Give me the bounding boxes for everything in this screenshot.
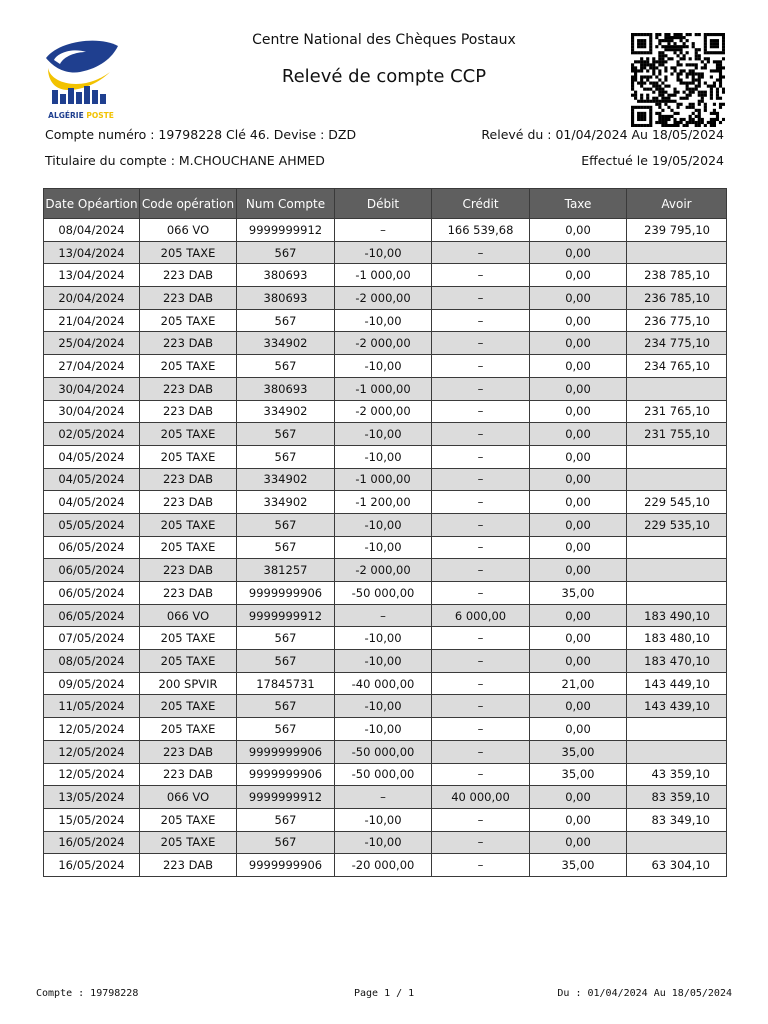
table-cell: 21/04/2024: [44, 309, 140, 332]
table-cell: 567: [237, 536, 335, 559]
table-cell: 0,00: [530, 831, 627, 854]
table-cell: 223 DAB: [140, 763, 237, 786]
table-cell: 567: [237, 355, 335, 378]
table-cell: 04/05/2024: [44, 445, 140, 468]
table-cell: 380693: [237, 264, 335, 287]
statement-period-line: Relevé du : 01/04/2024 Au 18/05/2024: [481, 127, 724, 142]
table-row: [44, 241, 727, 264]
table-cell: 0,00: [530, 309, 627, 332]
table-cell: 0,00: [530, 241, 627, 264]
table-row: [44, 355, 727, 378]
footer-period: Du : 01/04/2024 Au 18/05/2024: [557, 988, 732, 999]
table-cell: -40 000,00: [335, 672, 432, 695]
logo-text-1: ALGÉRIE: [48, 111, 87, 120]
table-cell: 9999999906: [237, 582, 335, 605]
table-cell: -50 000,00: [335, 740, 432, 763]
table-cell: –: [432, 377, 530, 400]
table-cell: –: [432, 468, 530, 491]
table-cell: [627, 559, 727, 582]
table-cell: 0,00: [530, 219, 627, 242]
table-cell: 0,00: [530, 287, 627, 310]
table-cell: 239 795,10: [627, 219, 727, 242]
table-cell: 567: [237, 309, 335, 332]
table-cell: 567: [237, 831, 335, 854]
table-cell: [627, 377, 727, 400]
table-cell: 9999999912: [237, 604, 335, 627]
account-number-line: Compte numéro : 19798228 Clé 46. Devise : DZD: [45, 127, 357, 142]
table-cell: 35,00: [530, 854, 627, 877]
footer-page: Page 1 / 1: [354, 988, 415, 999]
table-cell: 143 449,10: [627, 672, 727, 695]
table-cell: -50 000,00: [335, 763, 432, 786]
table-cell: 567: [237, 513, 335, 536]
table-cell: -10,00: [335, 536, 432, 559]
table-row: [44, 831, 727, 854]
table-cell: 567: [237, 423, 335, 446]
table-row: [44, 332, 727, 355]
table-cell: –: [432, 513, 530, 536]
table-cell: -1 000,00: [335, 264, 432, 287]
table-cell: -20 000,00: [335, 854, 432, 877]
table-cell: 567: [237, 695, 335, 718]
table-cell: –: [432, 287, 530, 310]
table-cell: -10,00: [335, 513, 432, 536]
table-row: [44, 650, 727, 673]
table-cell: 166 539,68: [432, 219, 530, 242]
table-cell: 07/05/2024: [44, 627, 140, 650]
table-cell: -10,00: [335, 695, 432, 718]
table-cell: 0,00: [530, 423, 627, 446]
table-cell: 229 545,10: [627, 491, 727, 514]
table-cell: 0,00: [530, 264, 627, 287]
table-cell: -2 000,00: [335, 559, 432, 582]
table-cell: 06/05/2024: [44, 559, 140, 582]
table-row: [44, 582, 727, 605]
table-cell: 183 470,10: [627, 650, 727, 673]
table-cell: -10,00: [335, 241, 432, 264]
table-cell: [627, 468, 727, 491]
table-cell: 0,00: [530, 808, 627, 831]
table-cell: -50 000,00: [335, 582, 432, 605]
table-row: [44, 219, 727, 242]
table-cell: 183 480,10: [627, 627, 727, 650]
table-cell: 0,00: [530, 786, 627, 809]
table-cell: 238 785,10: [627, 264, 727, 287]
table-cell: [627, 740, 727, 763]
table-cell: [627, 718, 727, 741]
table-cell: 15/05/2024: [44, 808, 140, 831]
table-cell: 13/05/2024: [44, 786, 140, 809]
table-cell: 6 000,00: [432, 604, 530, 627]
column-header: Avoir: [627, 189, 727, 219]
table-cell: 12/05/2024: [44, 740, 140, 763]
table-cell: [627, 445, 727, 468]
table-cell: –: [432, 332, 530, 355]
table-cell: 223 DAB: [140, 400, 237, 423]
qr-code: [631, 33, 725, 127]
table-cell: 0,00: [530, 468, 627, 491]
table-cell: –: [432, 309, 530, 332]
table-cell: 12/05/2024: [44, 718, 140, 741]
table-cell: 205 TAXE: [140, 718, 237, 741]
table-cell: 13/04/2024: [44, 264, 140, 287]
table-cell: -10,00: [335, 650, 432, 673]
table-cell: -2 000,00: [335, 287, 432, 310]
table-cell: 205 TAXE: [140, 695, 237, 718]
table-cell: 205 TAXE: [140, 808, 237, 831]
table-cell: 35,00: [530, 740, 627, 763]
table-cell: 12/05/2024: [44, 763, 140, 786]
table-cell: 43 359,10: [627, 763, 727, 786]
column-header: Num Compte: [237, 189, 335, 219]
table-cell: 04/05/2024: [44, 468, 140, 491]
table-cell: 205 TAXE: [140, 355, 237, 378]
table-cell: –: [432, 445, 530, 468]
table-cell: 567: [237, 627, 335, 650]
transactions-table: [43, 188, 727, 877]
table-cell: –: [432, 423, 530, 446]
table-cell: -10,00: [335, 808, 432, 831]
table-cell: 205 TAXE: [140, 831, 237, 854]
table-cell: 83 349,10: [627, 808, 727, 831]
table-cell: [627, 536, 727, 559]
table-cell: –: [335, 604, 432, 627]
document-subtitle: Relevé de compte CCP: [281, 66, 487, 87]
table-cell: –: [432, 241, 530, 264]
table-cell: 205 TAXE: [140, 627, 237, 650]
table-cell: 09/05/2024: [44, 672, 140, 695]
table-cell: 0,00: [530, 377, 627, 400]
table-cell: 567: [237, 650, 335, 673]
table-row: [44, 559, 727, 582]
table-cell: 234 775,10: [627, 332, 727, 355]
table-cell: 223 DAB: [140, 287, 237, 310]
table-cell: 223 DAB: [140, 332, 237, 355]
column-header: Débit: [335, 189, 432, 219]
table-cell: 066 VO: [140, 786, 237, 809]
table-cell: 205 TAXE: [140, 650, 237, 673]
table-row: [44, 264, 727, 287]
table-cell: 229 535,10: [627, 513, 727, 536]
table-cell: 334902: [237, 468, 335, 491]
column-header: Taxe: [530, 189, 627, 219]
table-cell: -10,00: [335, 355, 432, 378]
table-cell: 205 TAXE: [140, 309, 237, 332]
table-row: [44, 786, 727, 809]
table-cell: –: [432, 650, 530, 673]
table-cell: 234 765,10: [627, 355, 727, 378]
table-cell: 0,00: [530, 559, 627, 582]
table-cell: -2 000,00: [335, 332, 432, 355]
table-cell: 223 DAB: [140, 264, 237, 287]
table-cell: 06/05/2024: [44, 536, 140, 559]
table-cell: 9999999912: [237, 219, 335, 242]
table-cell: 183 490,10: [627, 604, 727, 627]
table-cell: 9999999912: [237, 786, 335, 809]
table-cell: -1 000,00: [335, 468, 432, 491]
table-cell: 567: [237, 445, 335, 468]
table-cell: 223 DAB: [140, 854, 237, 877]
table-cell: -10,00: [335, 309, 432, 332]
table-cell: 205 TAXE: [140, 241, 237, 264]
table-row: [44, 627, 727, 650]
table-cell: –: [432, 355, 530, 378]
table-cell: 0,00: [530, 536, 627, 559]
table-cell: 27/04/2024: [44, 355, 140, 378]
table-cell: 231 765,10: [627, 400, 727, 423]
table-cell: 83 359,10: [627, 786, 727, 809]
table-cell: 20/04/2024: [44, 287, 140, 310]
table-cell: 08/05/2024: [44, 650, 140, 673]
table-cell: –: [432, 854, 530, 877]
table-cell: 0,00: [530, 445, 627, 468]
table-cell: -10,00: [335, 627, 432, 650]
table-cell: [627, 241, 727, 264]
table-cell: 223 DAB: [140, 740, 237, 763]
table-row: [44, 468, 727, 491]
table-cell: 567: [237, 241, 335, 264]
table-cell: -10,00: [335, 718, 432, 741]
table-cell: 223 DAB: [140, 559, 237, 582]
table-row: [44, 672, 727, 695]
table-cell: [627, 831, 727, 854]
table-cell: 21,00: [530, 672, 627, 695]
table-cell: 205 TAXE: [140, 513, 237, 536]
column-header: Code opération: [140, 189, 237, 219]
table-row: [44, 309, 727, 332]
account-holder-line: Titulaire du compte : M.CHOUCHANE AHMED: [45, 153, 325, 168]
table-cell: 205 TAXE: [140, 536, 237, 559]
column-header: Crédit: [432, 189, 530, 219]
table-cell: 223 DAB: [140, 468, 237, 491]
table-cell: –: [432, 718, 530, 741]
table-cell: 0,00: [530, 491, 627, 514]
table-cell: 40 000,00: [432, 786, 530, 809]
table-row: [44, 604, 727, 627]
table-cell: 16/05/2024: [44, 854, 140, 877]
logo-text-2: POSTE: [86, 111, 114, 120]
table-cell: –: [432, 559, 530, 582]
table-cell: 223 DAB: [140, 582, 237, 605]
table-cell: 9999999906: [237, 740, 335, 763]
table-cell: 30/04/2024: [44, 400, 140, 423]
table-cell: 04/05/2024: [44, 491, 140, 514]
table-cell: 08/04/2024: [44, 219, 140, 242]
table-cell: 223 DAB: [140, 377, 237, 400]
table-cell: 30/04/2024: [44, 377, 140, 400]
table-cell: –: [432, 264, 530, 287]
table-cell: 236 775,10: [627, 309, 727, 332]
column-header: Date Opéartion: [44, 189, 140, 219]
table-cell: 066 VO: [140, 219, 237, 242]
table-cell: 205 TAXE: [140, 423, 237, 446]
table-cell: 381257: [237, 559, 335, 582]
table-cell: –: [335, 219, 432, 242]
table-cell: 0,00: [530, 604, 627, 627]
table-row: [44, 491, 727, 514]
table-cell: 0,00: [530, 718, 627, 741]
table-cell: 25/04/2024: [44, 332, 140, 355]
document-title: Centre National des Chèques Postaux: [252, 32, 516, 48]
table-cell: -2 000,00: [335, 400, 432, 423]
table-cell: 9999999906: [237, 854, 335, 877]
table-cell: 223 DAB: [140, 491, 237, 514]
table-cell: –: [432, 400, 530, 423]
table-cell: 0,00: [530, 513, 627, 536]
issued-date-line: Effectué le 19/05/2024: [581, 153, 724, 168]
table-cell: 06/05/2024: [44, 604, 140, 627]
table-row: [44, 377, 727, 400]
table-cell: 05/05/2024: [44, 513, 140, 536]
table-cell: 231 755,10: [627, 423, 727, 446]
table-cell: –: [432, 536, 530, 559]
table-cell: –: [432, 808, 530, 831]
table-cell: 17845731: [237, 672, 335, 695]
table-cell: 066 VO: [140, 604, 237, 627]
table-cell: 236 785,10: [627, 287, 727, 310]
table-cell: –: [432, 695, 530, 718]
table-row: [44, 536, 727, 559]
table-cell: 63 304,10: [627, 854, 727, 877]
table-cell: 11/05/2024: [44, 695, 140, 718]
table-row: [44, 718, 727, 741]
table-cell: -10,00: [335, 445, 432, 468]
table-cell: 334902: [237, 491, 335, 514]
table-cell: –: [335, 786, 432, 809]
table-row: [44, 423, 727, 446]
table-cell: 334902: [237, 332, 335, 355]
table-cell: –: [432, 672, 530, 695]
table-cell: –: [432, 582, 530, 605]
table-cell: [627, 582, 727, 605]
table-cell: 380693: [237, 287, 335, 310]
table-cell: 0,00: [530, 355, 627, 378]
table-header-row: [44, 189, 727, 219]
table-cell: 0,00: [530, 650, 627, 673]
table-cell: 0,00: [530, 400, 627, 423]
table-row: [44, 854, 727, 877]
table-cell: -10,00: [335, 831, 432, 854]
table-cell: 9999999906: [237, 763, 335, 786]
table-cell: 0,00: [530, 332, 627, 355]
table-cell: 380693: [237, 377, 335, 400]
table-cell: 02/05/2024: [44, 423, 140, 446]
svg-text:ALGÉRIE POSTE: [48, 111, 114, 120]
table-cell: 334902: [237, 400, 335, 423]
table-cell: 143 439,10: [627, 695, 727, 718]
table-cell: –: [432, 740, 530, 763]
table-cell: -10,00: [335, 423, 432, 446]
table-cell: 200 SPVIR: [140, 672, 237, 695]
table-cell: –: [432, 763, 530, 786]
table-cell: 35,00: [530, 763, 627, 786]
table-cell: 0,00: [530, 627, 627, 650]
table-cell: -1 000,00: [335, 377, 432, 400]
table-cell: 06/05/2024: [44, 582, 140, 605]
table-cell: 567: [237, 718, 335, 741]
table-cell: 16/05/2024: [44, 831, 140, 854]
table-row: [44, 400, 727, 423]
table-cell: –: [432, 831, 530, 854]
table-row: [44, 513, 727, 536]
table-row: [44, 445, 727, 468]
table-row: [44, 763, 727, 786]
table-cell: 35,00: [530, 582, 627, 605]
table-cell: -1 200,00: [335, 491, 432, 514]
footer-account: Compte : 19798228: [36, 988, 139, 999]
table-cell: –: [432, 627, 530, 650]
table-cell: –: [432, 491, 530, 514]
table-row: [44, 287, 727, 310]
table-cell: 205 TAXE: [140, 445, 237, 468]
table-row: [44, 695, 727, 718]
table-cell: 13/04/2024: [44, 241, 140, 264]
table-row: [44, 808, 727, 831]
table-cell: 0,00: [530, 695, 627, 718]
table-cell: 567: [237, 808, 335, 831]
table-row: [44, 740, 727, 763]
